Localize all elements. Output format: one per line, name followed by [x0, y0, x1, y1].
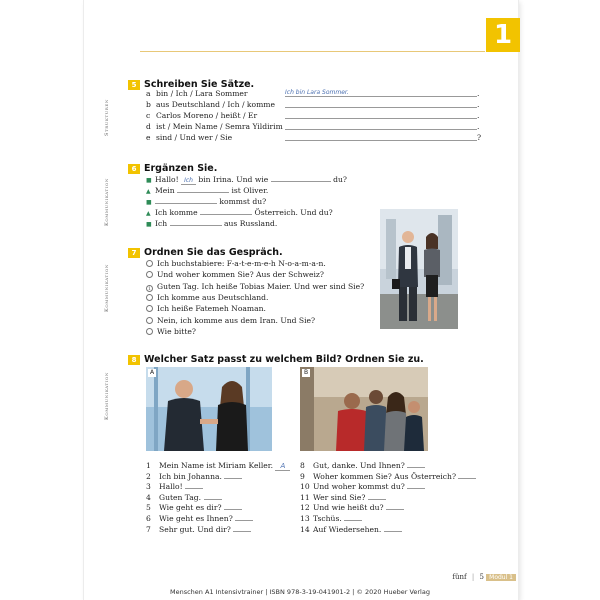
side-label-kommunikation: Kommunikation: [104, 372, 110, 420]
sentence-text: Wie geht es Ihnen?: [159, 514, 233, 523]
line-text: bin Irina. Und wie: [198, 175, 269, 184]
sentence-end-mark: .: [477, 122, 480, 131]
unit-number-badge: 1: [486, 18, 520, 52]
page-word: fünf: [452, 573, 467, 581]
sentence-number: 11: [300, 492, 310, 502]
line-text: Und woher kommen Sie? Aus der Schweiz?: [157, 270, 324, 280]
header-rule: [140, 51, 485, 52]
side-label-strukturen: Strukturen: [104, 99, 110, 136]
exercise-title: Ergänzen Sie.: [144, 163, 218, 174]
sentence-number: 4: [146, 492, 151, 502]
item-letter: d: [146, 122, 151, 131]
fill-blank[interactable]: [271, 175, 331, 182]
answer-blank[interactable]: [344, 514, 362, 521]
sentence-text: Auf Wiedersehen.: [313, 524, 382, 534]
answer-blank[interactable]: [384, 525, 402, 532]
sentence-text: Und woher kommst du?: [313, 482, 405, 492]
sentence-text: Woher kommen Sie? Aus Österreich?: [313, 471, 457, 481]
sentence-number: 1: [146, 461, 151, 470]
answer-line[interactable]: [285, 129, 477, 130]
sentence-text: Guten Tag.: [159, 492, 202, 502]
line-text: Ich komme: [155, 208, 198, 217]
sentence-number: 9: [300, 471, 305, 481]
match-sentence: [300, 482, 425, 492]
answer-line[interactable]: [285, 140, 477, 141]
line-text: aus Russland.: [224, 219, 278, 228]
conversation-line: [146, 327, 196, 337]
exercise-title: Schreiben Sie Sätze.: [144, 79, 255, 90]
match-sentence: [300, 472, 476, 482]
match-sentence: [300, 493, 386, 503]
item-letter: e: [146, 133, 151, 142]
dialogue-line: [146, 186, 268, 197]
line-text: Mein: [155, 186, 175, 195]
exercise-title: Welcher Satz passt zu welchem Bild? Ordnen Sie zu.: [144, 354, 424, 365]
sentence-number: 13: [300, 514, 310, 523]
dialogue-line: [146, 208, 333, 219]
fill-blank[interactable]: [155, 197, 217, 204]
speaker-bullet: ▲: [146, 188, 151, 195]
exercise-number: 7: [128, 248, 140, 258]
handwritten-answer: Ich bin Lara Sommer.: [285, 89, 349, 96]
match-sentence: [146, 472, 242, 482]
item-words: sind / Und wer / Sie: [156, 133, 233, 142]
speaker-bullet: ■: [146, 177, 152, 184]
answer-line[interactable]: [285, 107, 477, 108]
match-sentence: [146, 503, 242, 513]
sentence-text: Gut, danke. Und Ihnen?: [313, 461, 405, 470]
answer-blank[interactable]: [233, 525, 251, 532]
answer-blank[interactable]: [224, 503, 242, 510]
line-text: Österreich. Und du?: [254, 208, 333, 217]
order-circle[interactable]: [146, 271, 153, 278]
answer-line[interactable]: [285, 118, 477, 119]
line-text: Ich: [155, 219, 168, 228]
match-sentence: [146, 493, 222, 503]
answer-blank[interactable]: [204, 493, 222, 500]
exercise-number: 8: [128, 355, 140, 365]
item-words: Carlos Moreno / heißt / Er: [156, 111, 258, 120]
order-circle[interactable]: [146, 305, 153, 312]
order-circle[interactable]: [146, 328, 153, 335]
handwritten-answer[interactable]: A: [275, 462, 290, 471]
match-sentence: [146, 461, 290, 471]
match-sentence: [300, 503, 404, 513]
photo-label: B: [303, 369, 309, 376]
answer-blank[interactable]: [407, 461, 425, 468]
sentence-number: 14: [300, 524, 310, 534]
match-sentence: [300, 514, 362, 524]
line-text: Hallo!: [155, 175, 179, 184]
line-text: Ich heiße Fatemeh Noaman.: [157, 304, 266, 314]
page-number: 5: [479, 573, 484, 581]
handwritten-answer: Ich: [181, 177, 196, 185]
sentence-text: Und wie heißt du?: [313, 503, 384, 513]
match-sentence: [146, 514, 253, 524]
answer-blank[interactable]: [458, 472, 476, 479]
sentence-end-mark: .: [477, 100, 480, 109]
item-words: bin / Ich / Lara Sommer: [156, 89, 248, 98]
side-label-kommunikation: Kommunikation: [104, 178, 110, 226]
conversation-line: [146, 293, 268, 303]
side-label-kommunikation: Kommunikation: [104, 264, 110, 312]
line-text: kommst du?: [219, 197, 267, 206]
item-letter: c: [146, 111, 151, 120]
dialogue-line: [146, 175, 347, 186]
dialogue-line: [146, 219, 277, 230]
sentence-text: Wie geht es dir?: [159, 503, 222, 513]
speaker-bullet: ■: [146, 199, 152, 206]
line-text: Wie bitte?: [157, 326, 196, 336]
line-text: Nein, ich komme aus dem Iran. Und Sie?: [157, 315, 316, 325]
match-sentence: [300, 461, 425, 471]
sentence-number: 2: [146, 471, 151, 481]
sentence-number: 12: [300, 503, 310, 513]
conversation-line: [146, 316, 315, 326]
match-sentence: [146, 525, 251, 535]
sentence-item: [146, 133, 232, 143]
order-circle[interactable]: [146, 317, 153, 324]
order-circle[interactable]: [146, 260, 153, 267]
line-text: du?: [333, 175, 347, 184]
sentence-text: Sehr gut. Und dir?: [159, 524, 231, 534]
line-text: ist Oliver.: [231, 186, 269, 195]
speaker-bullet: ▲: [146, 210, 151, 217]
page-number-footer: fünf | 5 Modul 1: [452, 573, 516, 581]
line-text: Ich buchstabiere: F-a-t-e-m-e-h N-o-a-m-a-n.: [157, 259, 326, 268]
photo-b-group-of-friends: [300, 367, 428, 451]
match-sentence: [146, 482, 203, 492]
sentence-end-mark: .: [477, 111, 480, 120]
line-text: Ich komme aus Deutschland.: [157, 292, 269, 302]
sentence-number: 5: [146, 503, 151, 513]
conversation-line: [146, 259, 326, 269]
order-circle[interactable]: 1: [147, 285, 152, 292]
exercise-title: Ordnen Sie das Gespräch.: [144, 247, 283, 258]
sentence-item: [146, 89, 248, 99]
answer-blank[interactable]: [235, 514, 253, 521]
dialogue-line: [146, 197, 266, 208]
match-sentence: [300, 525, 402, 535]
conversation-line: [146, 304, 266, 314]
imprint: Menschen A1 Intensivtrainer | ISBN 978-3-19-041901-2 | © 2020 Hueber Verlag: [170, 588, 430, 596]
sentence-number: 6: [146, 514, 151, 523]
item-words: aus Deutschland / Ich / komme: [156, 100, 275, 109]
sentence-number: 7: [146, 524, 151, 534]
item-letter: a: [146, 89, 151, 98]
sentence-item: [146, 100, 275, 110]
sentence-text: Ich bin Johanna.: [159, 471, 222, 481]
exercise-number: 5: [128, 80, 140, 90]
sentence-number: 8: [300, 461, 305, 470]
answer-blank[interactable]: [407, 482, 425, 489]
sentence-item: [146, 111, 257, 121]
item-words: ist / Mein Name / Semra Yildirim: [156, 122, 283, 131]
photo-label: A: [149, 369, 155, 376]
speaker-bullet: ■: [146, 221, 152, 228]
item-letter: b: [146, 100, 151, 109]
modul-badge: Modul 1: [486, 574, 516, 581]
sentence-end-mark: .: [477, 89, 480, 98]
photo-a-handshake: [146, 367, 272, 451]
conversation-line: [146, 282, 364, 292]
conversation-line: [146, 270, 324, 280]
answer-blank[interactable]: [386, 503, 404, 510]
sentence-text: Tschüs.: [313, 514, 342, 523]
sentence-text: Mein Name ist Miriam Keller.: [159, 461, 274, 470]
sentence-number: 10: [300, 482, 310, 492]
answer-blank[interactable]: [368, 493, 386, 500]
exercise-number: 6: [128, 164, 140, 174]
sentence-item: [146, 122, 283, 132]
line-text: Guten Tag. Ich heiße Tobias Maier. Und wer sind Sie?: [157, 281, 365, 291]
sentence-text: Hallo!: [159, 482, 183, 492]
fill-blank[interactable]: [200, 208, 252, 215]
photo-business-people-walking: [380, 209, 458, 329]
sentence-end-mark: ?: [477, 133, 482, 142]
sentence-text: Wer sind Sie?: [313, 492, 366, 502]
fill-blank[interactable]: [177, 186, 229, 193]
answer-blank[interactable]: [224, 472, 242, 479]
sentence-number: 3: [146, 482, 151, 492]
order-circle[interactable]: [146, 294, 153, 301]
exercise-8-heading: [128, 349, 424, 368]
answer-blank[interactable]: [185, 482, 203, 489]
fill-blank[interactable]: [170, 219, 222, 226]
